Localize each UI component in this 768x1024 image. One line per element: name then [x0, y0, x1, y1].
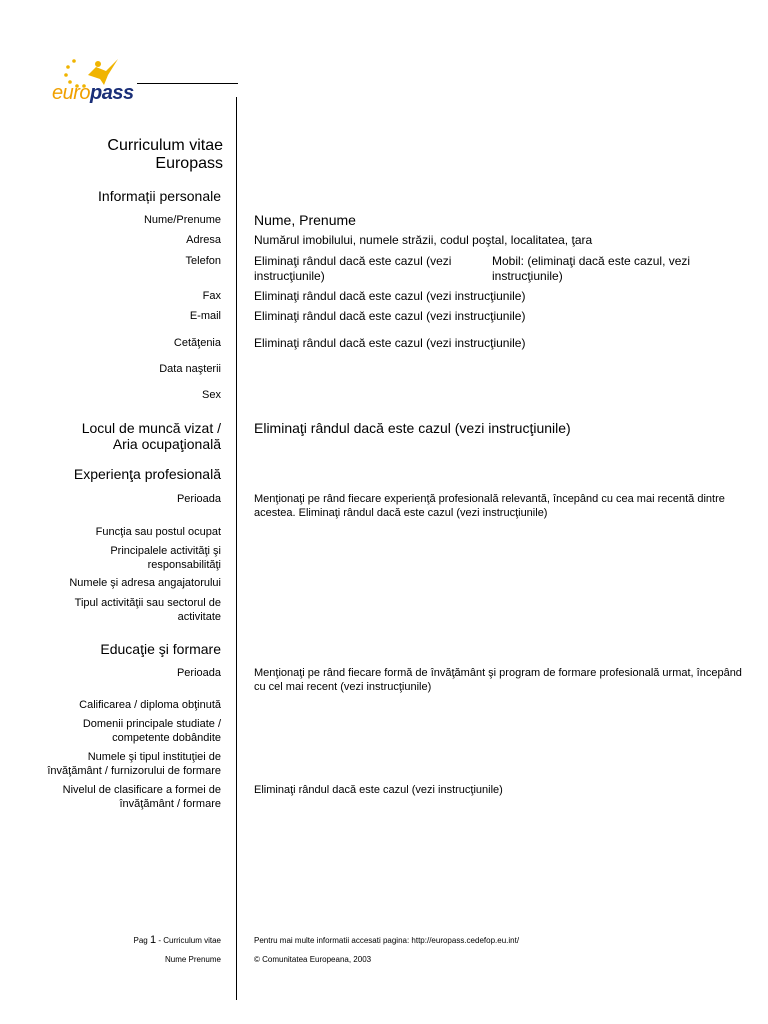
position-label: Funcţia sau postul ocupat: [95, 526, 221, 538]
name-label: Nume/Prenume: [143, 214, 221, 226]
address-label: Adresa: [186, 234, 221, 246]
name-value: Nume, Prenume: [254, 212, 356, 228]
institution-label: Numele şi tipul instituţiei de învăţământ / furnizorului de formare: [47, 751, 221, 777]
header-rule: [137, 83, 238, 84]
job-sought-value: Eliminaţi rândul dacă este cazul (vezi instrucţiunile): [254, 420, 571, 436]
employer-label: Numele şi adresa angajatorului: [69, 577, 221, 589]
citizenship-value: Eliminaţi rândul dacă este cazul (vezi instrucţiunile): [254, 336, 526, 350]
citizenship-label: Cetăţenia: [173, 337, 221, 349]
page-number: 1: [149, 934, 157, 946]
education-heading: Educaţie şi formare: [100, 641, 221, 657]
fax-label: Fax: [202, 290, 221, 302]
personal-info-heading: Informații personale: [98, 188, 221, 204]
experience-period-label: Perioada: [176, 493, 221, 505]
birthdate-label: Data naşterii: [159, 363, 221, 375]
footer-info-link[interactable]: Pentru mai multe informatii accesati pagina: http://europass.cedefop.eu.int/: [254, 936, 520, 945]
education-period-value: Menţionaţi pe rând fiecare formă de învăţământ şi program de formare profesională urmat, începând cu cel mai recent (vezi instrucţiunile): [254, 667, 742, 693]
experience-period-value: Menţionaţi pe rând fiecare experienţă profesională relevantă, începând cu cea mai recentă dintre acestea. Eliminaţi rândul dacă este cazul (vezi instrucţiunile): [254, 493, 725, 519]
education-period-label: Perioada: [176, 667, 221, 679]
footer-copyright: © Comunitatea Europeana, 2003: [254, 955, 372, 964]
column-divider: [236, 97, 237, 1000]
europass-logo: [50, 55, 145, 107]
level-value: Eliminaţi rândul dacă este cazul (vezi instrucţiunile): [254, 784, 503, 796]
phone-value: Eliminaţi rândul dacă este cazul (vezi instrucţiunile): [254, 254, 452, 283]
phone-label: Telefon: [185, 255, 221, 267]
cv-title: Curriculum vitae Europass: [107, 137, 223, 172]
email-value: Eliminaţi rândul dacă este cazul (vezi instrucţiunile): [254, 309, 526, 323]
europass-wordmark: europass: [52, 82, 134, 104]
mobile-value: Mobil: (eliminaţi dacă este cazul, vezi instrucţiunile): [492, 254, 691, 283]
fax-value: Eliminaţi rândul dacă este cazul (vezi instrucţiunile): [254, 289, 526, 303]
subjects-label: Domenii principale studiate / competente dobândite: [82, 718, 221, 744]
level-label: Nivelul de clasificare a formei de învăţământ / formare: [62, 784, 221, 810]
email-label: E-mail: [189, 310, 221, 322]
activities-label: Principalele activităţi şi responsabilităţi: [110, 545, 221, 571]
sex-label: Sex: [202, 389, 221, 401]
footer-page-info: Pag 1 - Curriculum vitae: [133, 934, 221, 946]
qualification-label: Calificarea / diploma obţinută: [79, 699, 221, 711]
work-experience-heading: Experienţa profesională: [73, 466, 221, 482]
footer-name: Nume Prenume: [164, 955, 221, 964]
sector-label: Tipul activităţii sau sectorul de activitate: [74, 597, 221, 623]
address-value: Numărul imobilului, numele străzii, codul poştal, localitatea, ţara: [254, 233, 593, 247]
job-sought-heading: Locul de muncă vizat / Aria ocupaţională: [81, 420, 221, 452]
